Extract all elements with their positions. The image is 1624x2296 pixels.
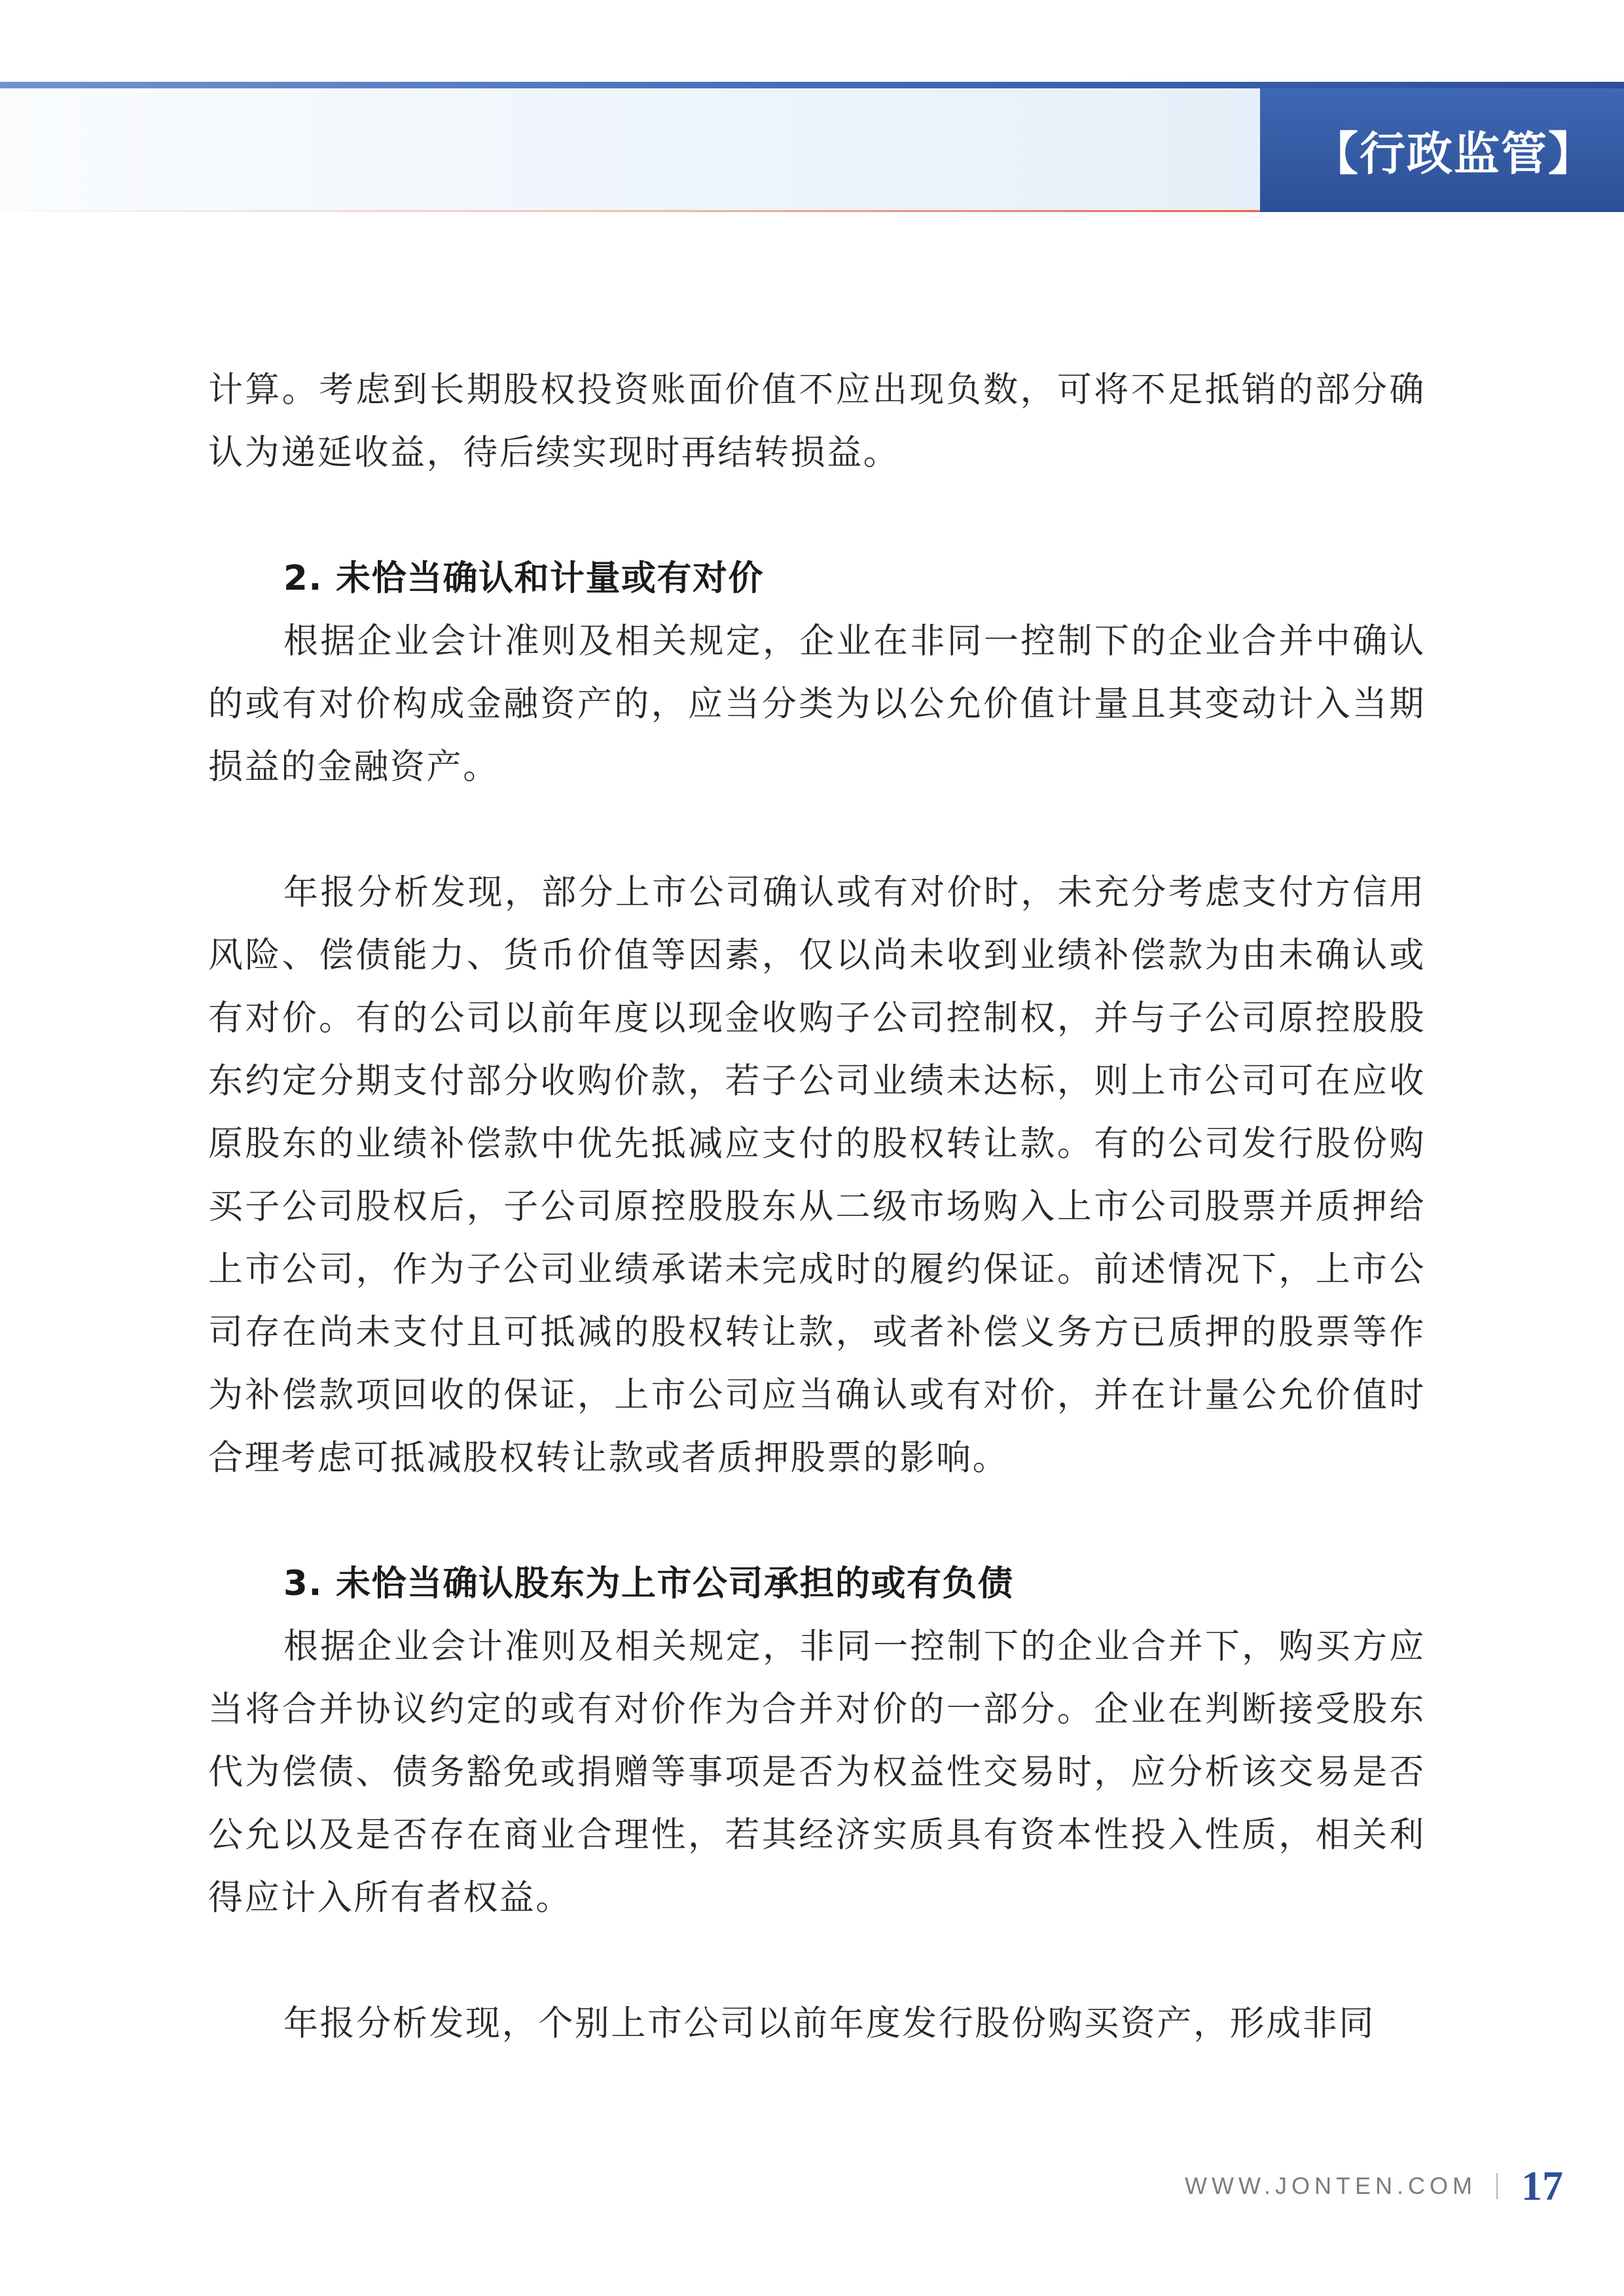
header-underline [0,210,1260,212]
section-tab [1260,88,1624,212]
section-heading-2: 2. 未恰当确认和计量或有对价 [283,558,764,598]
page-number: 17 [1521,2162,1563,2209]
paragraph-continued: 计算。考虑到长期股权投资账面价值不应出现负数，可将不足抵销的部分确认为递延收益，待后续实现时再结转损益。 [208,370,1426,473]
paragraph-gap [208,798,1426,861]
section-tab-label: 【行政监管】 [1312,126,1595,181]
paragraph-3-finding: 年报分析发现，个别上市公司以前年度发行股份购买资产，形成非同 [283,2003,1375,2043]
header-top-stripe [0,82,1624,88]
paragraph-gap [208,1929,1426,1992]
section-heading-3: 3. 未恰当确认股东为上市公司承担的或有负债 [283,1564,1014,1604]
page-body [208,359,1426,2055]
footer-website: WWW.JONTEN.COM [1185,2172,1477,2199]
paragraph-gap [208,1490,1426,1552]
page-footer [1185,2153,1563,2219]
header-band [0,88,1260,212]
footer-divider [1496,2173,1498,2199]
paragraph-3-rule: 根据企业会计准则及相关规定，非同一控制下的企业合并下，购买方应当将合并协议约定的或有对价作为合并对价的一部分。企业在判断接受股东代为偿债、债务豁免或捐赠等事项是否为权益性交易时，应分析该交易是否公允以及是否存在商业合理性，若其经济实质具有资本性投入性质，相关利得应计入所有者权益。 [208,1626,1426,1918]
paragraph-gap [208,484,1426,547]
paragraph-2-finding: 年报分析发现，部分上市公司确认或有对价时，未充分考虑支付方信用风险、偿债能力、货币价值等因素，仅以尚未收到业绩补偿款为由未确认或有对价。有的公司以前年度以现金收购子公司控制权，并与子公司原控股股东约定分期支付部分收购价款，若子公司业绩未达标，则上市公司可在应收原股东的业绩补偿款中优先抵减应支付的股权转让款。有的公司发行股份购买子公司股权后，子公司原控股股东从二级市场购入上市公司股票并质押给上市公司，作为子公司业绩承诺未完成时的履约保证。前述情况下，上市公司存在尚未支付且可抵减的股权转让款，或者补偿义务方已质押的股票等作为补偿款项回收的保证，上市公司应当确认或有对价，并在计量公允价值时合理考虑可抵减股权转让款或者质押股票的影响。 [208,872,1426,1478]
paragraph-2-rule: 根据企业会计准则及相关规定，企业在非同一控制下的企业合并中确认的或有对价构成金融资产的，应当分类为以公允价值计量且其变动计入当期损益的金融资产。 [208,621,1426,787]
